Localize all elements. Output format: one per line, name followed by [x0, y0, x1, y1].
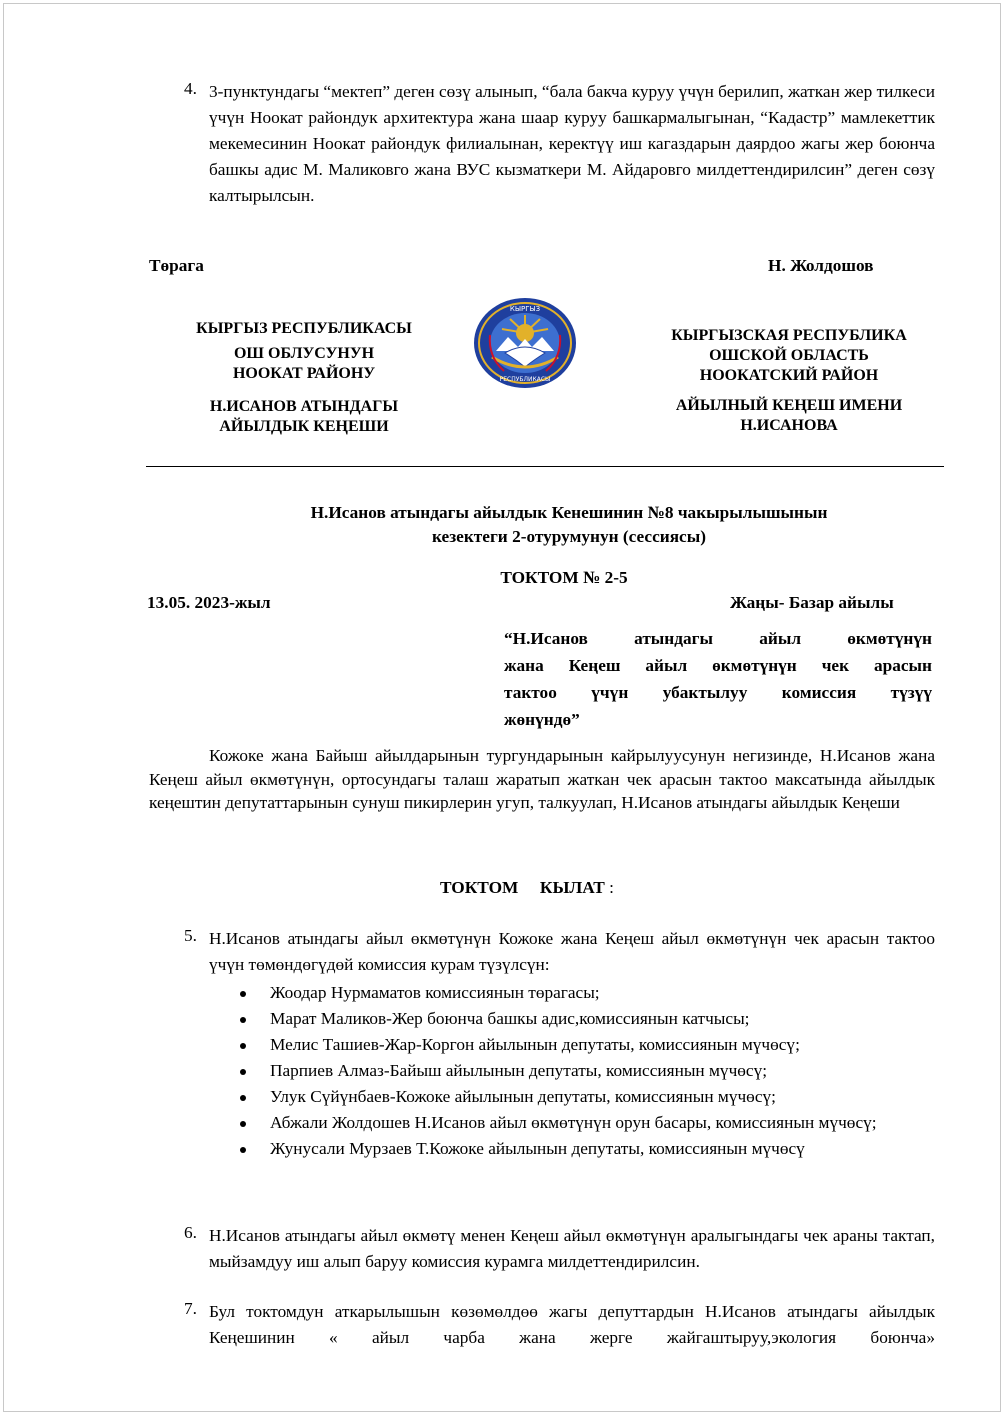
item-6-text: Н.Исанов атындагы айыл өкмөтү менен Кеңеш айыл өкмөтүнүн аралыгындагы чек араны тактап, мыйзамдуу иш алып баруу комиссия курамга милдеттендирилсин.: [209, 1226, 935, 1271]
decree-subject: [504, 625, 932, 733]
letterhead-left-line: КЫРГЫЗ РЕСПУБЛИКАСЫ: [196, 320, 412, 337]
commission-members-list: [270, 980, 935, 1162]
list-item: Парпиев Алмаз-Байыш айылынын депутаты, комиссиянын мүчөсү;: [270, 1058, 935, 1084]
letterhead-left-line: НООКАТ РАЙОНУ: [232, 365, 376, 382]
letterhead-right-line: КЫРГЫЗСКАЯ РЕСПУБЛИКА: [671, 327, 907, 344]
item-5-text: Н.Исанов атындагы айыл өкмөтүнүн Кожоке жана Кеңеш айыл өкмөтүнүн чек арасын тактоо үчүн төмөндөгүдөй комиссия курам түзүлсүн:: [209, 929, 935, 974]
item-number: 6.: [184, 1223, 197, 1242]
session-line: Н.Исанов атындагы айылдык Кенешинин №8 чакырылышынын: [310, 503, 828, 522]
emblem-icon: [472, 297, 578, 389]
decree-place: Жаңы- Базар айылы: [730, 593, 894, 612]
letterhead-left-line: Н.ИСАНОВ АТЫНДАГЫ: [209, 398, 399, 415]
decree-title: ТОКТОМ № 2-5: [500, 568, 628, 587]
session-line: кезектеги 2-отурумунун (сессиясы): [432, 527, 706, 546]
signature-role: Төрага: [149, 256, 204, 275]
letterhead-right-line: Н.ИСАНОВА: [740, 417, 838, 434]
document-page: [3, 3, 1001, 1412]
letterhead-left-line: АЙЫЛДЫК КЕҢЕШИ: [219, 418, 389, 435]
list-item: Марат Маликов-Жер боюнча башкы адис,комиссиянын катчысы;: [270, 1006, 935, 1032]
decree-subject-line: жана Кеңеш айыл өкмөтүнүн чек арасын: [504, 656, 932, 675]
svg-text:КЫРГЫЗ: КЫРГЫЗ: [509, 305, 541, 313]
signature-name: Н. Жолдошов: [768, 256, 874, 275]
letterhead-right-line: АЙЫЛНЫЙ КЕҢЕШ ИМЕНИ: [675, 397, 903, 414]
resolves-colon: :: [604, 878, 614, 897]
bullet-icon: [240, 1121, 246, 1127]
item-7-text: Бул токтомдун аткарылышын көзөмөлдөө жагы депуттардын Н.Исанов атындагы айылдык Кеңешинин « айыл чарба жана жерге жайгаштыруу,экология боюнча»: [209, 1302, 935, 1347]
list-item: Мелис Ташиев-Жар-Коргон айылынын депутаты, комиссиянын мүчөсү;: [270, 1032, 935, 1058]
letterhead-divider: [146, 466, 944, 467]
preamble-text: Кожоке жана Байыш айылдарынын тургундарынын кайрылуусунун негизинде, Н.Исанов жана Кеңеш айыл өкмөтүнүн, ортосундагы талаш жаратып жаткан чек арасын тактоо максатында айылдык кеңештин депутаттарынын сунуш пикирлерин угуп, талкуулап, Н.Исанов атындагы айылдык Кеңеши: [149, 746, 935, 812]
resolves-heading: [440, 878, 614, 898]
letterhead-left-line: ОШ ОБЛУСУНУН: [233, 345, 375, 362]
bullet-icon: [240, 1095, 246, 1101]
decree-subject-line: жөнүндө”: [504, 710, 580, 729]
item-4-text: 3-пунктундагы “мектеп” деген сөзү алынып, “бала бакча куруу үчүн берилип, жаткан жер тилкеси үчүн Ноокат райондук архитектура жана шаар куруу башкармалыгынан, “Кадастр” мамлекеттик мекемесинин Ноокат райондук филиалынан, керектүү иш кагаздарын даярдоо жагы жер боюнча башкы адис М. Маликовго жана ВУС кызматкери М. Айдаровго милдеттендирилсин” деген сөзү калтырылсын.: [209, 82, 935, 205]
letterhead-right-line: ОШСКОЙ ОБЛАСТЬ: [709, 347, 869, 364]
decree-subject-line: тактоо үчүн убактылуу комиссия түзүү: [504, 683, 932, 702]
bullet-icon: [240, 1069, 246, 1075]
bullet-icon: [240, 1017, 246, 1023]
letterhead-right: [634, 326, 944, 436]
list-item: Жоодар Нурмаматов комиссиянын төрагасы;: [270, 980, 935, 1006]
bullet-icon: [240, 991, 246, 997]
list-item: Улук Сүйүнбаев-Кожоке айылынын депутаты, комиссиянын мүчөсү;: [270, 1084, 935, 1110]
bullet-icon: [240, 1147, 246, 1153]
session-heading: [224, 501, 914, 549]
item-number: 5.: [184, 926, 197, 945]
decree-subject-line: “Н.Исанов атындагы айыл өкмөтүнүн: [504, 629, 932, 648]
list-item: Жунусали Мурзаев Т.Кожоке айылынын депутаты, комиссиянын мүчөсү: [270, 1136, 935, 1162]
list-item: Абжали Жолдошев Н.Исанов айыл өкмөтүнүн орун басары, комиссиянын мүчөсү;: [270, 1110, 935, 1136]
letterhead-left: [154, 319, 454, 437]
item-number: 7.: [184, 1299, 197, 1318]
svg-text:РЕСПУБЛИКАСЫ: РЕСПУБЛИКАСЫ: [499, 376, 551, 383]
letterhead-right-line: НООКАТСКИЙ РАЙОН: [699, 367, 879, 384]
item-number: 4.: [184, 79, 197, 98]
decree-date: 13.05. 2023-жыл: [147, 593, 271, 612]
bullet-icon: [240, 1043, 246, 1049]
resolves-bold: ТОКТОМ КЫЛАТ: [440, 878, 605, 897]
